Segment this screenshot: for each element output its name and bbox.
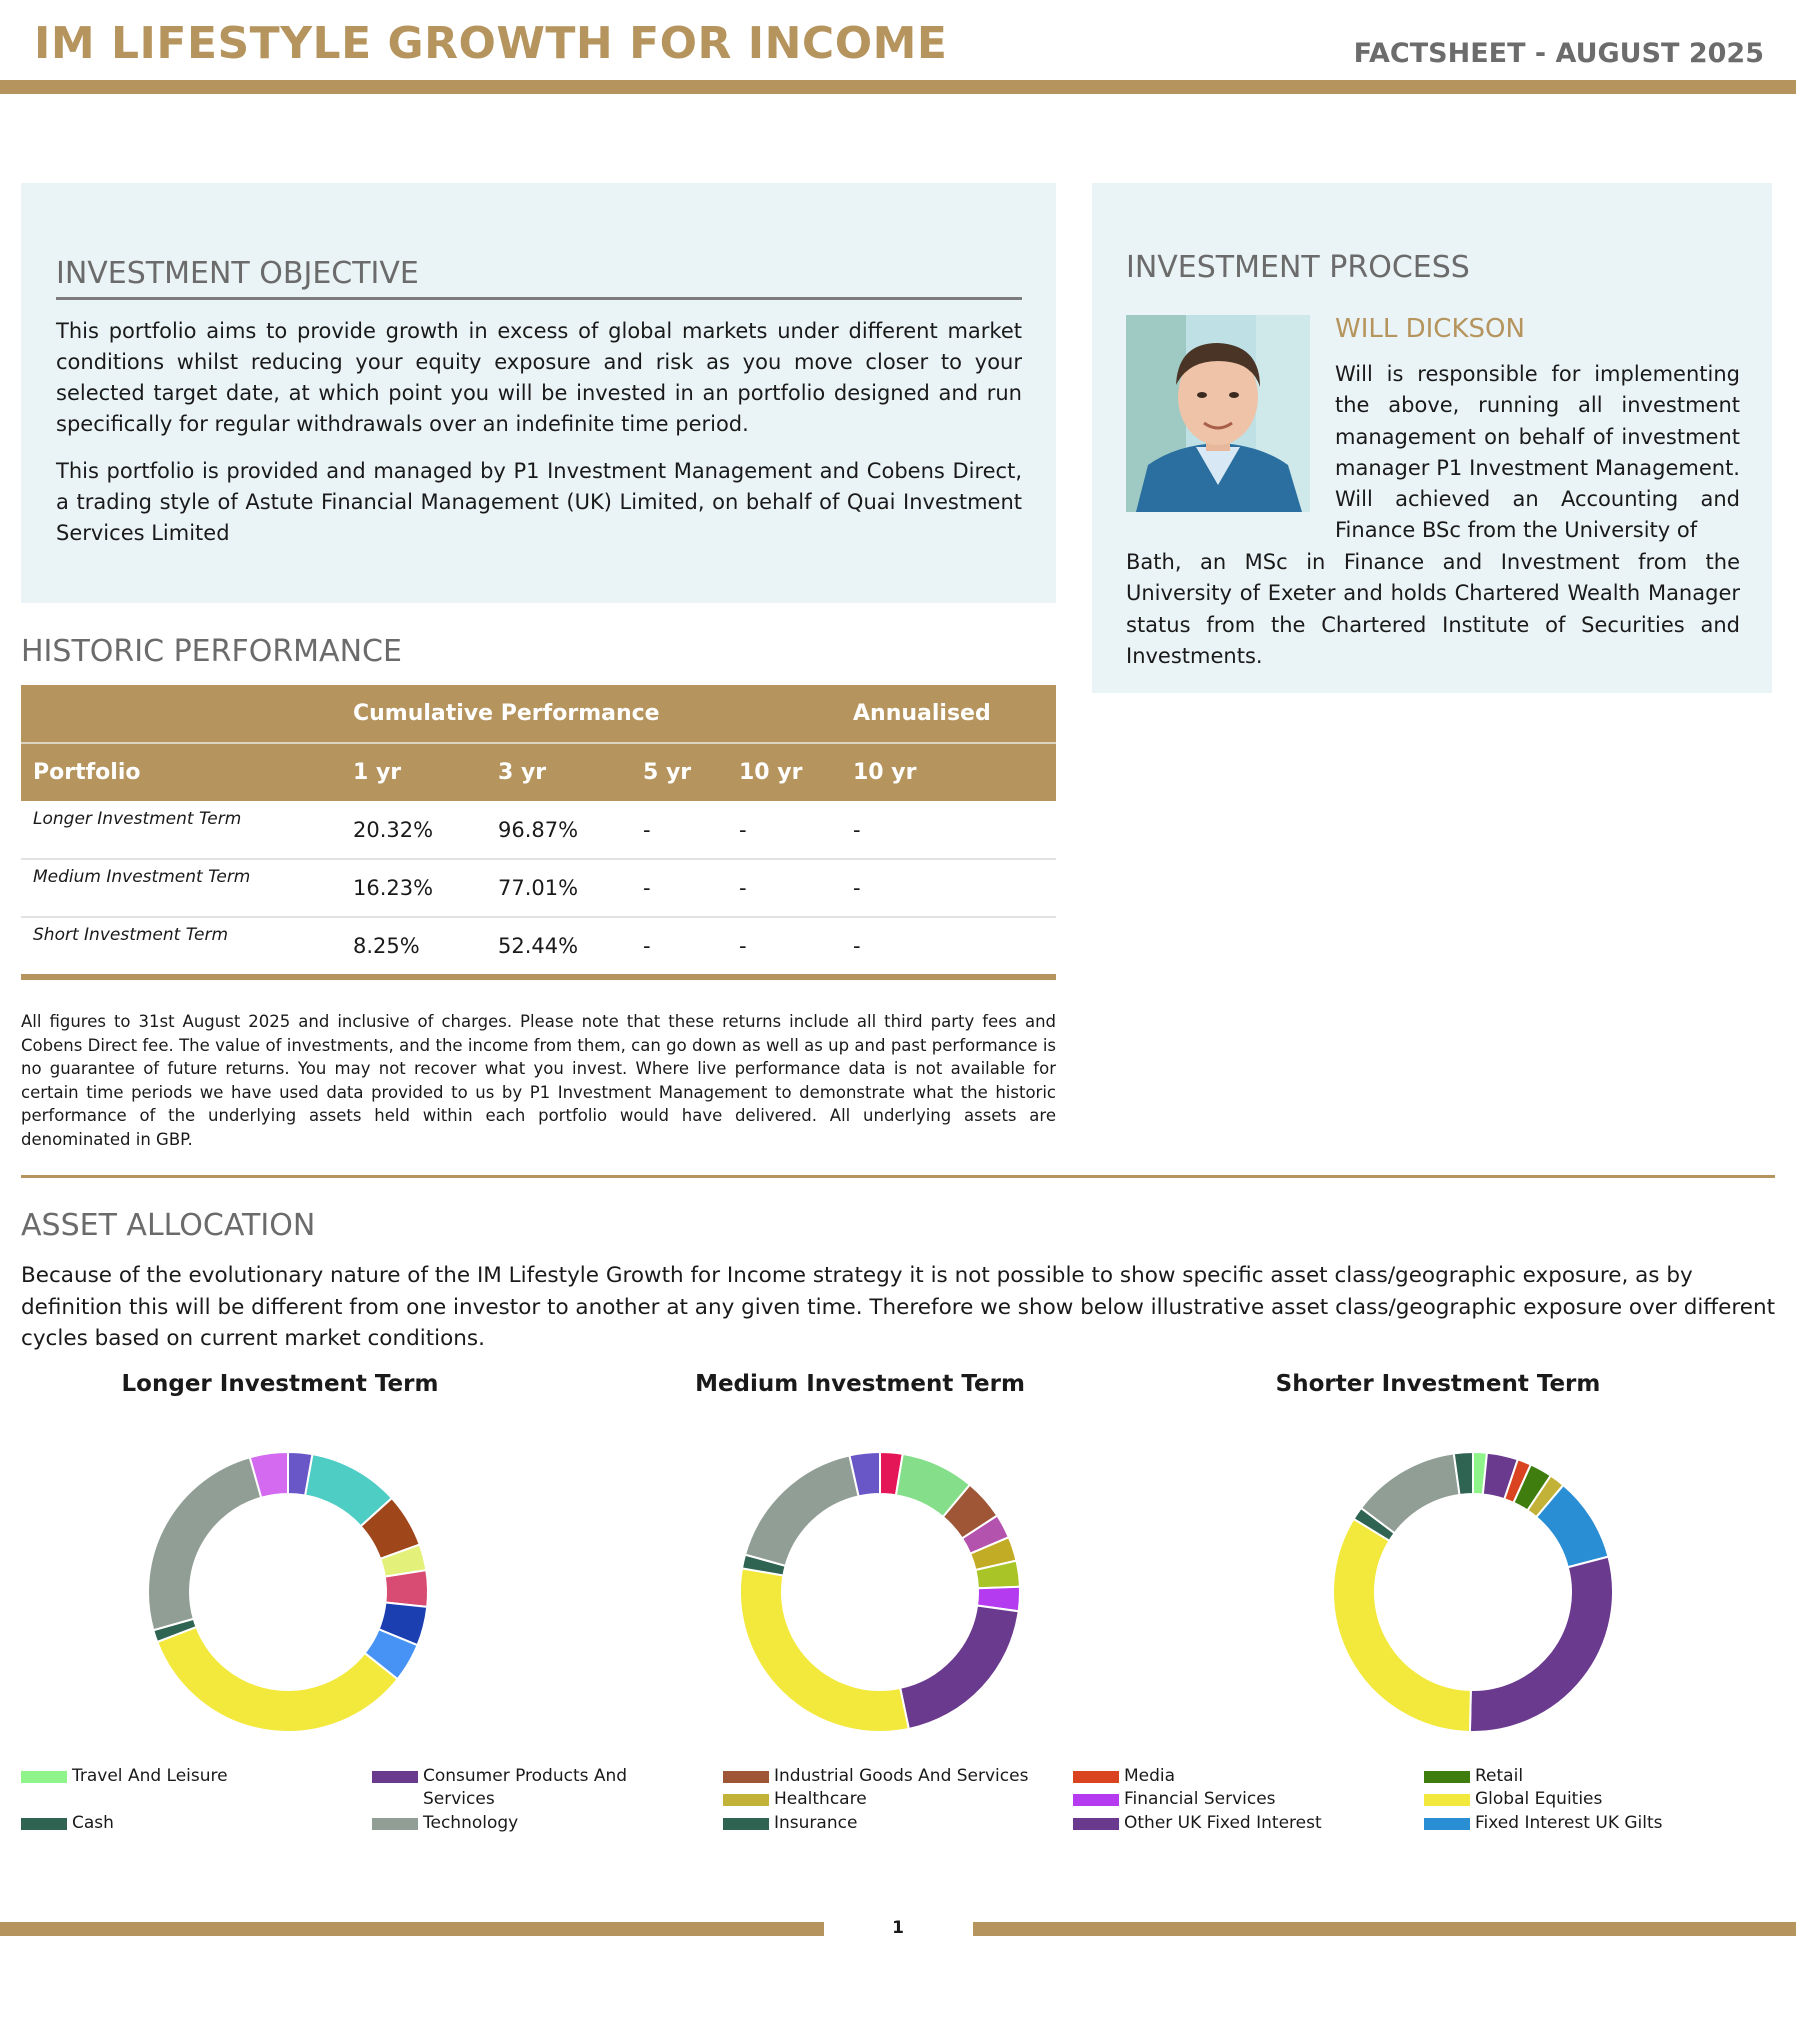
- factsheet-date: FACTSHEET - AUGUST 2025: [1353, 38, 1764, 69]
- legend-label: Other UK Fixed Interest: [1124, 1813, 1322, 1833]
- objective-text: [56, 316, 1022, 565]
- table-group-header: [21, 685, 1056, 743]
- legend-item: [723, 1788, 1044, 1811]
- table-row: [21, 801, 1056, 859]
- legend-label: Technology: [423, 1813, 519, 1833]
- cell-annualised-10yr: -: [841, 917, 1056, 975]
- cell-10yr: -: [727, 859, 841, 917]
- manager-bio-part-1: Will is responsible for implementing the above, running all investment management on behalf of investment manager P1 Investment Management. Will achieved an Accounting and Finance BSc from the University of: [1335, 362, 1740, 543]
- manager-portrait: [1126, 315, 1310, 512]
- manager-name: WILL DICKSON: [1335, 314, 1525, 344]
- cell-5yr: -: [631, 801, 727, 859]
- legend-swatch: [1424, 1794, 1470, 1806]
- page-title: IM LIFESTYLE GROWTH FOR INCOME: [34, 18, 948, 69]
- section-divider: [21, 1175, 1775, 1178]
- legend-swatch: [1424, 1818, 1470, 1830]
- cell-10yr: -: [727, 917, 841, 975]
- table-row: [21, 917, 1056, 975]
- legend-item: [1073, 1765, 1394, 1788]
- col-5yr: 5 yr: [631, 743, 727, 801]
- allocation-heading: ASSET ALLOCATION: [21, 1208, 316, 1243]
- row-label: Medium Investment Term: [21, 859, 341, 917]
- donut-slice: [1470, 1557, 1613, 1732]
- legend-item: [1073, 1788, 1394, 1811]
- donut-slice: [740, 1568, 909, 1732]
- objective-paragraph-2: This portfolio is provided and managed by P1 Investment Management and Cobens Direct, a trading style of Astute Financial Management (UK) Limited, on behalf of Quai Investment Services Limited: [56, 459, 1022, 545]
- performance-table-rule: [21, 974, 1056, 980]
- donut-slice: [385, 1570, 428, 1607]
- legend-swatch: [1073, 1794, 1119, 1806]
- legend-label: Global Equities: [1475, 1789, 1603, 1809]
- objective-rule: [56, 297, 1022, 300]
- chart-title-longer: Longer Investment Term: [121, 1371, 439, 1397]
- table-column-header: [21, 743, 1056, 801]
- annualised-group-header: Annualised: [841, 685, 1056, 743]
- col-3yr: 3 yr: [486, 743, 631, 801]
- legend-item: [21, 1812, 342, 1835]
- page-number: 1: [892, 1918, 904, 1938]
- cell-10yr: -: [727, 801, 841, 859]
- legend-label: Fixed Interest UK Gilts: [1475, 1813, 1663, 1833]
- legend-label: Retail: [1475, 1766, 1524, 1786]
- legend-item: [1424, 1788, 1745, 1811]
- cell-annualised-10yr: -: [841, 801, 1056, 859]
- empty-header-cell: [21, 685, 341, 743]
- donut-slice: [745, 1455, 859, 1565]
- legend-item: [1073, 1812, 1394, 1835]
- footer-rule-right: [973, 1922, 1796, 1936]
- legend-label: Financial Services: [1124, 1789, 1276, 1809]
- col-portfolio: Portfolio: [21, 743, 341, 801]
- table-row: [21, 859, 1056, 917]
- legend-label: Cash: [72, 1813, 114, 1833]
- donut-slice: [1333, 1519, 1471, 1732]
- row-label: Short Investment Term: [21, 917, 341, 975]
- donut-slice: [157, 1627, 397, 1732]
- legend-label: Media: [1124, 1766, 1176, 1786]
- cell-1yr: 20.32%: [341, 801, 486, 859]
- legend-item: [723, 1812, 1044, 1835]
- legend-item: [372, 1765, 673, 1811]
- legend-label: Industrial Goods And Services: [774, 1766, 1029, 1786]
- legend-swatch: [723, 1771, 769, 1783]
- cell-1yr: 16.23%: [341, 859, 486, 917]
- cell-3yr: 77.01%: [486, 859, 631, 917]
- cumulative-group-header: Cumulative Performance: [341, 685, 841, 743]
- chart-title-shorter: Shorter Investment Term: [1275, 1371, 1601, 1397]
- manager-bio-part-2: Bath, an MSc in Finance and Investment from the University of Exeter and holds Chartered Wealth Manager status from the Chartered Institute of Securities and Investments.: [1126, 550, 1740, 668]
- footer-rule-left: [0, 1922, 824, 1936]
- row-label: Longer Investment Term: [21, 801, 341, 859]
- legend-swatch: [723, 1818, 769, 1830]
- legend-label: Travel And Leisure: [72, 1766, 228, 1786]
- cell-annualised-10yr: -: [841, 859, 1056, 917]
- legend-label: Consumer Products And Services: [423, 1766, 628, 1809]
- col-1yr: 1 yr: [341, 743, 486, 801]
- donut-chart-medium: [730, 1442, 1030, 1742]
- legend-item: [723, 1765, 1044, 1788]
- cell-3yr: 96.87%: [486, 801, 631, 859]
- cell-1yr: 8.25%: [341, 917, 486, 975]
- performance-table: [21, 685, 1056, 976]
- header-rule: [0, 80, 1796, 94]
- legend-swatch: [372, 1771, 418, 1783]
- cell-5yr: -: [631, 859, 727, 917]
- legend-item: [372, 1812, 693, 1835]
- objective-paragraph-1: This portfolio aims to provide growth in excess of global markets under different market conditions whilst reducing your equity exposure and risk as you move closer to your selected target date, at which point you will be invested in an portfolio designed and run specifically for regular withdrawals over an indefinite time period.: [56, 319, 1022, 436]
- process-heading: INVESTMENT PROCESS: [1126, 250, 1470, 285]
- performance-disclaimer: All figures to 31st August 2025 and inclusive of charges. Please note that these returns include all third party fees and Cobens Direct fee. The value of investments, and the income from them, can go down as well as up and past performance is no guarantee of future returns. You may not recover what you invest. Where live performance data is not available for certain time periods we have used data provided to us by P1 Investment Management to demonstrate what the historic performance of the underlying assets held within each portfolio would have delivered. All underlying assets are denominated in GBP.: [21, 1012, 1056, 1149]
- legend-swatch: [1424, 1771, 1470, 1783]
- donut-slice: [148, 1457, 261, 1630]
- allocation-text: Because of the evolutionary nature of the IM Lifestyle Growth for Income strategy it is not possible to show specific asset class/geographic exposure, as by definition this will be different from one investor to another at any given time. Therefore we show below illustrative asset class/geographic exposure over different cycles based on current market conditions.: [21, 1263, 1776, 1351]
- cell-5yr: -: [631, 917, 727, 975]
- legend-item: [21, 1765, 342, 1788]
- objective-heading: INVESTMENT OBJECTIVE: [56, 256, 419, 291]
- legend-swatch: [372, 1818, 418, 1830]
- legend-label: Healthcare: [774, 1789, 867, 1809]
- legend-swatch: [21, 1771, 67, 1783]
- chart-title-medium: Medium Investment Term: [695, 1371, 1025, 1397]
- legend-item: [1424, 1765, 1745, 1788]
- legend-swatch: [21, 1818, 67, 1830]
- legend-item: [1424, 1812, 1745, 1835]
- legend-swatch: [1073, 1771, 1119, 1783]
- donut-chart-shorter: [1323, 1442, 1623, 1742]
- col-10yr: 10 yr: [727, 743, 841, 801]
- legend-label: Insurance: [774, 1813, 858, 1833]
- legend-swatch: [1073, 1818, 1119, 1830]
- col-annualised-10yr: 10 yr: [841, 743, 1056, 801]
- performance-heading: HISTORIC PERFORMANCE: [21, 634, 402, 669]
- legend-swatch: [723, 1794, 769, 1806]
- donut-chart-longer: [138, 1442, 438, 1742]
- cell-3yr: 52.44%: [486, 917, 631, 975]
- donut-slice: [900, 1606, 1018, 1729]
